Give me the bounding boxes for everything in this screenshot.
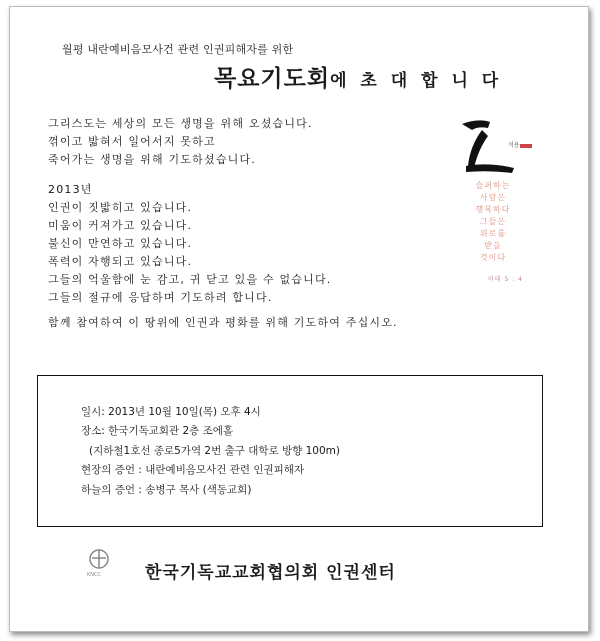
event-witness-heaven: 하늘의 증언 : 송병구 목사 (색동교회)	[81, 484, 252, 496]
body-line: 꺾이고 밟혀서 일어서지 못하고	[48, 135, 216, 148]
body-line: 그리스도는 세상의 모든 생명을 위해 오셨습니다.	[48, 117, 313, 130]
body-line: 미움이 커져가고 있습니다.	[48, 219, 193, 232]
logo-text: KNCC	[87, 572, 102, 578]
body-line: 2013년	[48, 183, 93, 196]
title-rest: 에 초 대 합 니 다	[330, 71, 503, 91]
body-line: 인권이 짓밟히고 있습니다.	[48, 201, 193, 214]
calligraphy-verse: 슬퍼하는 사람은 행복하다 그들은 위로를 받을 것이다	[475, 181, 511, 262]
body-line: 그들의 억울함에 눈 감고, 귀 닫고 있을 수 없습니다.	[48, 273, 332, 286]
kncc-logo-icon	[86, 548, 112, 578]
title-main: 목요기도회	[214, 66, 331, 92]
event-place: 장소: 한국기독교회관 2층 조에홀	[81, 425, 234, 437]
stamp-text: 석용	[508, 142, 520, 149]
event-details-box	[37, 375, 543, 527]
body-line: 죽어가는 생명을 위해 기도하셨습니다.	[48, 153, 257, 166]
seal-stamp	[520, 144, 532, 148]
organization-name: 한국기독교교회협의회 인권센터	[145, 563, 396, 583]
event-witness-field: 현장의 증언 : 내란예비음모사건 관련 인권피해자	[81, 464, 305, 476]
body-line: 불신이 만연하고 있습니다.	[48, 237, 193, 250]
subtitle: 월평 내란예비음모사건 관련 인권피해자를 위한	[62, 43, 294, 56]
calligraphy-artwork	[448, 110, 548, 300]
body-line: 그들의 절규에 응답하며 기도하려 합니다.	[48, 291, 273, 304]
title	[214, 60, 502, 93]
closing-line: 함께 참여하여 이 땅위에 인권과 평화를 위해 기도하여 주십시오.	[48, 316, 398, 329]
praying-figure-icon	[448, 110, 548, 180]
event-date: 일시: 2013년 10월 10일(목) 오후 4시	[81, 406, 261, 418]
body-line: 폭력이 자행되고 있습니다.	[48, 255, 193, 268]
verse-reference: 마태 5 : 4	[488, 276, 523, 283]
event-directions: (지하철1호선 종로5가역 2번 출구 대학로 방향 100m)	[89, 445, 340, 457]
